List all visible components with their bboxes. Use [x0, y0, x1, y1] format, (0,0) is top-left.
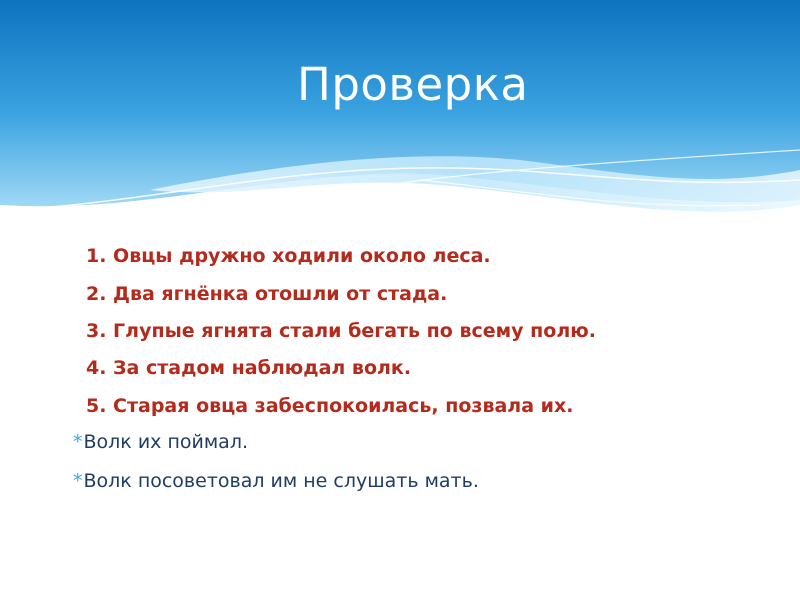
bullet-marker-icon: * [73, 470, 83, 492]
slide-title: Проверка [297, 58, 529, 111]
bullet-item-text: Волк посоветовал им не слушать мать. [83, 470, 479, 492]
numbered-item-3: 3. Глупые ягнята стали бегать по всему полю. [86, 320, 596, 342]
numbered-item-5: 5. Старая овца забеспокоилась, позвала их. [86, 395, 574, 417]
numbered-item-2: 2. Два ягнёнка отошли от стада. [86, 283, 448, 305]
numbered-item-1: 1. Овцы дружно ходили около леса. [86, 245, 491, 267]
bullet-marker-icon: * [73, 431, 83, 453]
bullet-item-text: Волк их поймал. [83, 431, 249, 453]
bullet-item-2 [73, 470, 479, 492]
numbered-item-4: 4. За стадом наблюдал волк. [86, 357, 412, 379]
bullet-item-1 [73, 431, 248, 453]
